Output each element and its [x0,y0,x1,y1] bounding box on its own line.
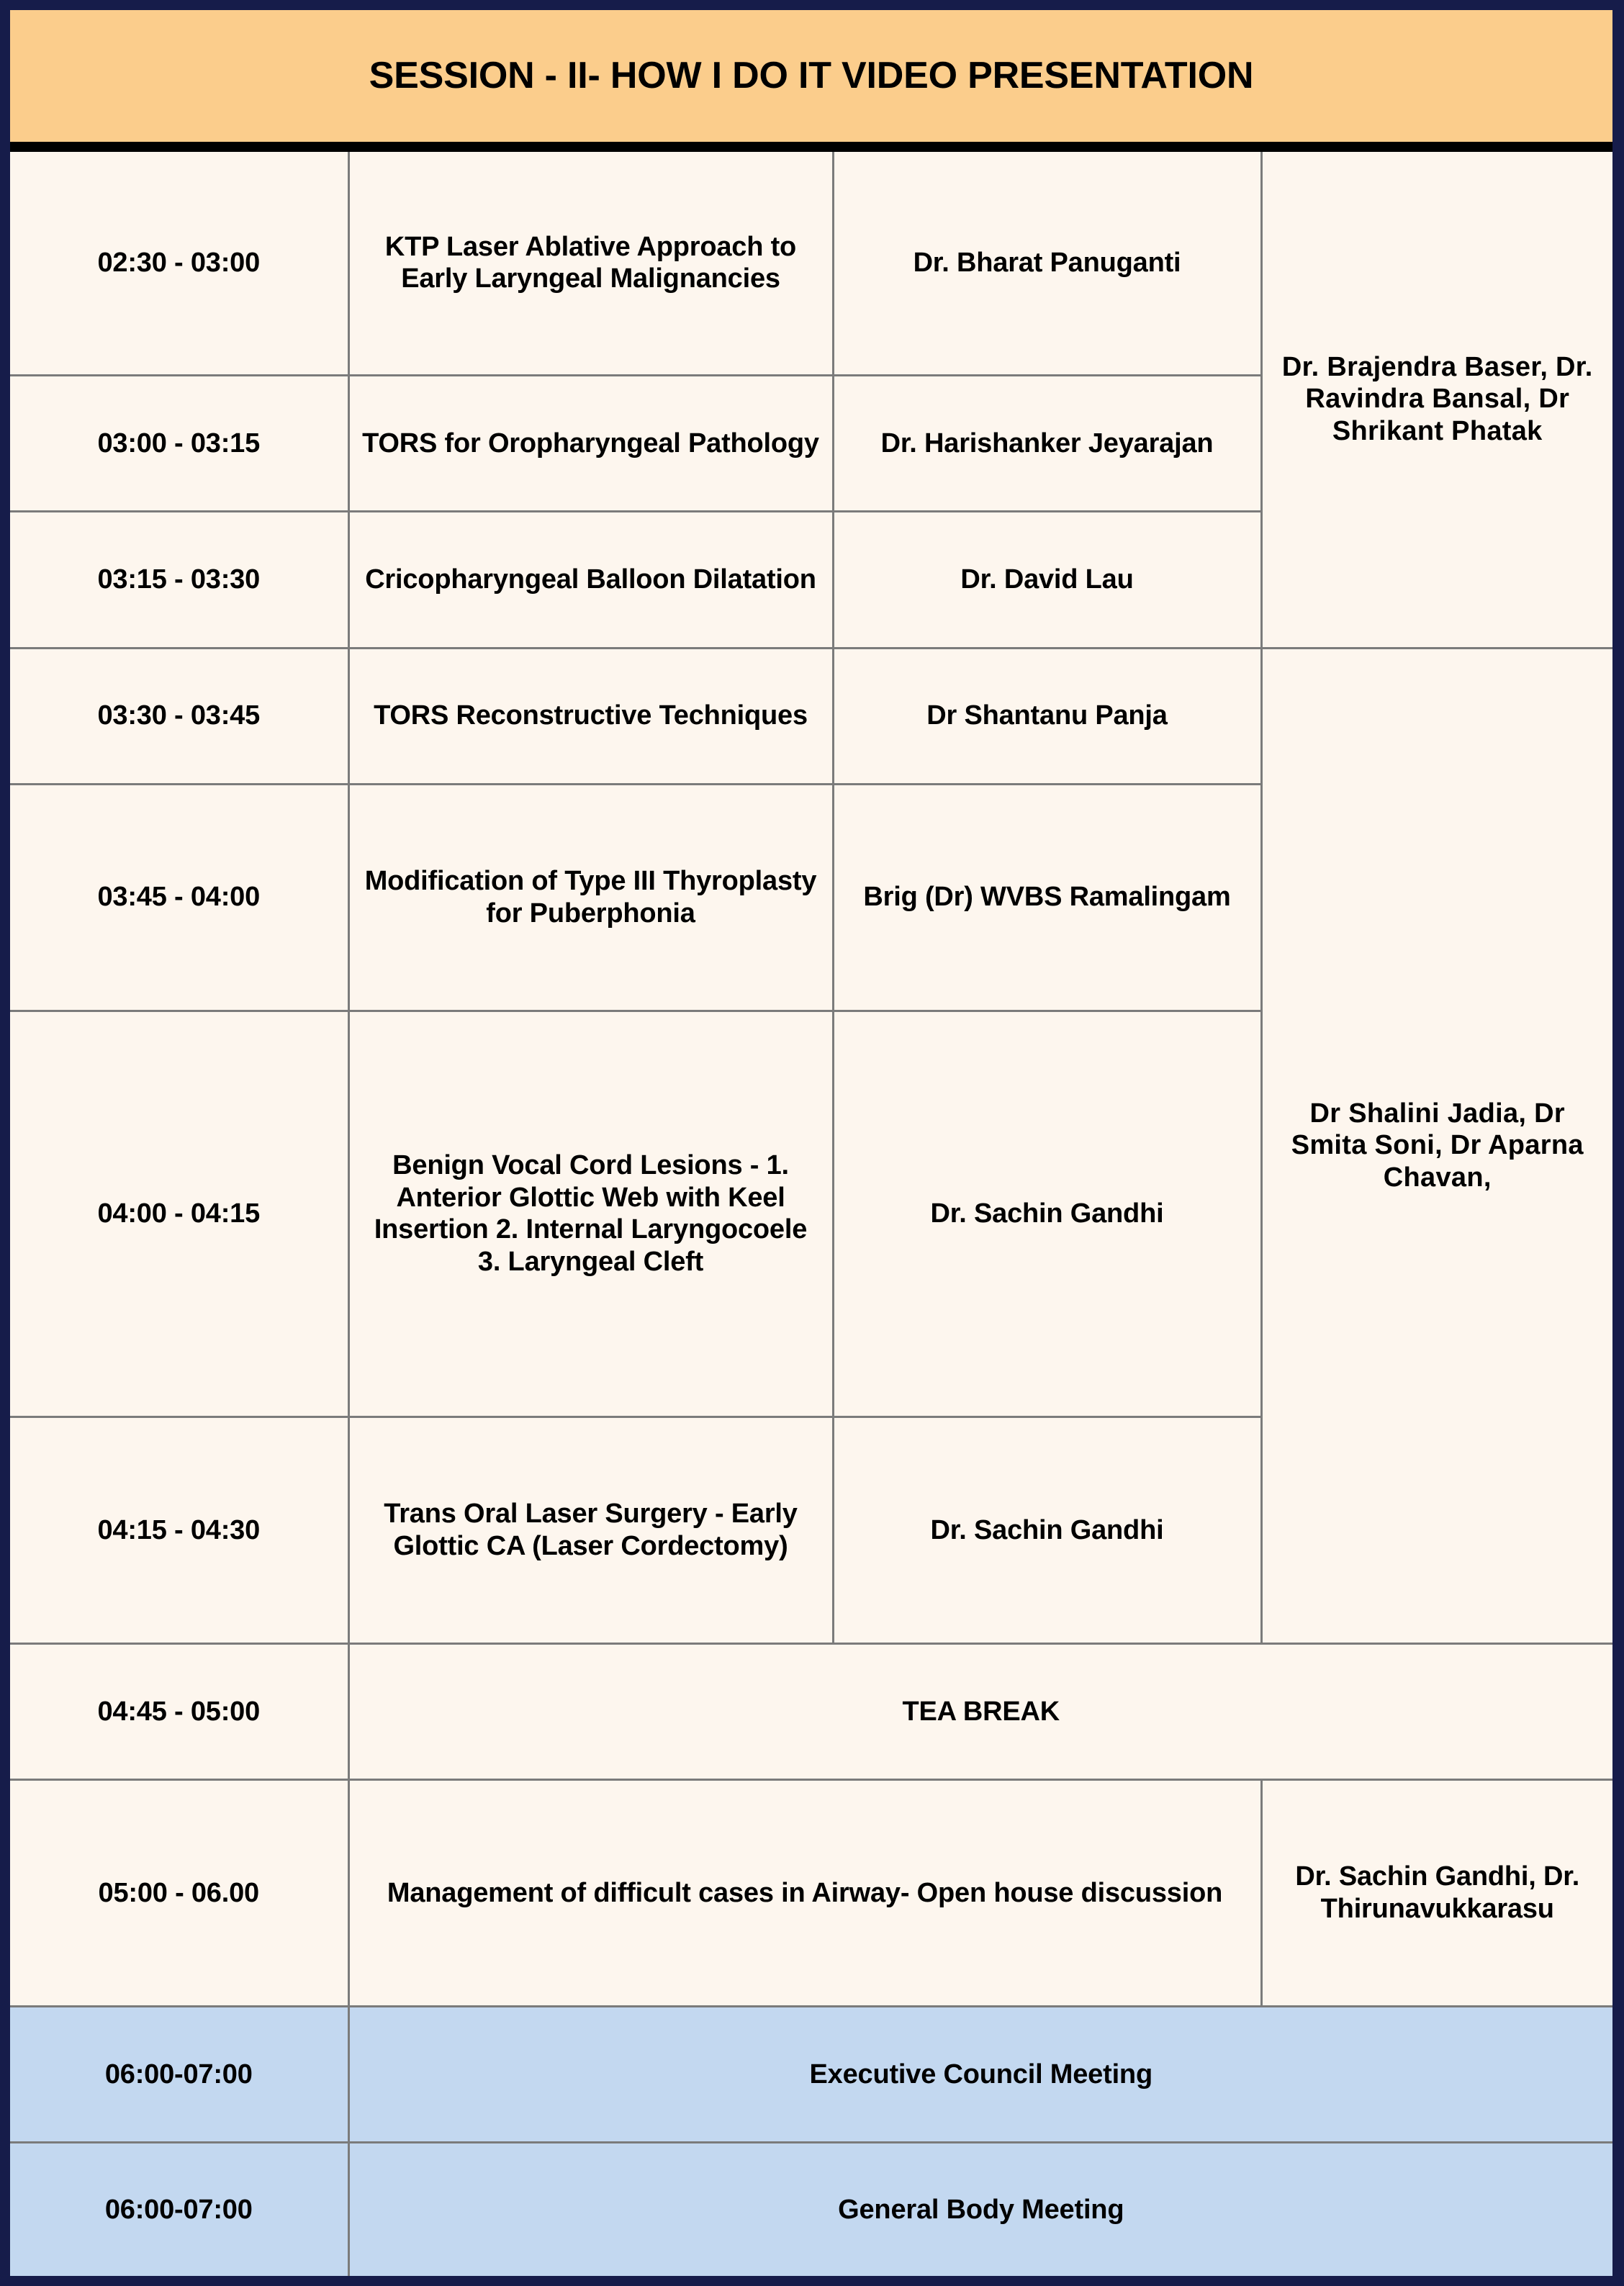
row-time: 04:00 - 04:15 [10,1011,348,1417]
session-header-banner [10,10,1612,152]
table-row [10,152,1612,375]
row-time: 03:45 - 04:00 [10,784,348,1011]
open-house-time: 05:00 - 06.00 [10,1780,348,2007]
open-house-topic: Management of difficult cases in Airway- Open house discussion [348,1780,1261,2007]
row-time: 03:15 - 03:30 [10,512,348,648]
row-time: 03:00 - 03:15 [10,375,348,511]
row-topic: Trans Oral Laser Surgery - Early Glottic CA (Laser Cordectomy) [348,1417,833,1644]
meeting-time: 06:00-07:00 [10,2143,348,2276]
table-row-meeting [10,2143,1612,2276]
row-time: 03:30 - 03:45 [10,648,348,784]
row-topic: TORS Reconstructive Techniques [348,648,833,784]
row-speaker: Dr Shantanu Panja [833,648,1261,784]
open-house-chairpersons: Dr. Sachin Gandhi, Dr. Thirunavukkarasu [1261,1780,1612,2007]
session-title: SESSION - II- HOW I DO IT VIDEO PRESENTATION [369,54,1254,96]
tea-break-label: TEA BREAK [348,1643,1612,1779]
table-row-tea-break [10,1643,1612,1779]
row-time: 02:30 - 03:00 [10,152,348,375]
table-row [10,648,1612,784]
row-topic: Benign Vocal Cord Lesions - 1. Anterior Glottic Web with Keel Insertion 2. Internal Laryngocoele 3. Laryngeal Cleft [348,1011,833,1417]
row-topic: Modification of Type III Thyroplasty for Puberphonia [348,784,833,1011]
row-topic: TORS for Oropharyngeal Pathology [348,375,833,511]
tea-break-time: 04:45 - 05:00 [10,1643,348,1779]
row-time: 04:15 - 04:30 [10,1417,348,1644]
session-schedule-table [10,152,1612,2276]
row-speaker: Dr. Harishanker Jeyarajan [833,375,1261,511]
row-chairpersons: Dr Shalini Jadia, Dr Smita Soni, Dr Aparna Chavan, [1261,648,1612,1643]
row-topic: Cricopharyngeal Balloon Dilatation [348,512,833,648]
row-topic: KTP Laser Ablative Approach to Early Laryngeal Malignancies [348,152,833,375]
meeting-label: Executive Council Meeting [348,2006,1612,2142]
table-row-open-house [10,1780,1612,2007]
meeting-time: 06:00-07:00 [10,2006,348,2142]
table-row-meeting [10,2006,1612,2142]
row-chairpersons: Dr. Brajendra Baser, Dr. Ravindra Bansal, Dr Shrikant Phatak [1261,152,1612,648]
meeting-label: General Body Meeting [348,2143,1612,2276]
row-speaker: Dr. Sachin Gandhi [833,1011,1261,1417]
row-speaker: Brig (Dr) WVBS Ramalingam [833,784,1261,1011]
row-speaker: Dr. Bharat Panuganti [833,152,1261,375]
row-speaker: Dr. Sachin Gandhi [833,1417,1261,1644]
row-speaker: Dr. David Lau [833,512,1261,648]
